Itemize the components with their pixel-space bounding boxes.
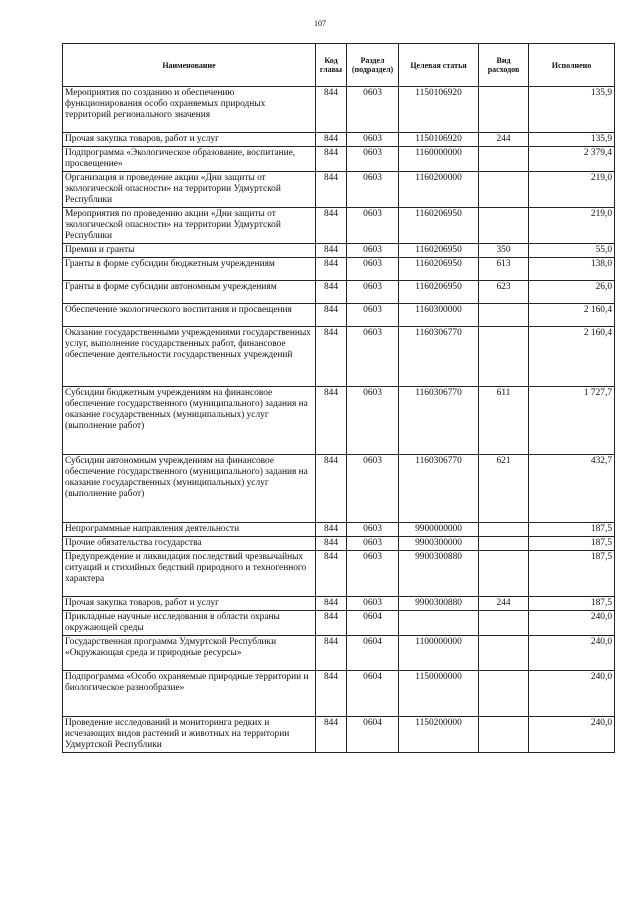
row-target-item: 1150200000 [399,717,479,753]
table-row [63,523,615,537]
table-row [63,387,615,455]
row-name: Прочая закупка товаров, работ и услуг [63,597,316,611]
header-target-item: Целевая статья [399,44,479,87]
row-executed: 187,5 [529,551,615,597]
row-expense-kind [479,147,529,172]
row-section: 0603 [347,87,399,133]
row-code: 844 [316,147,347,172]
row-target-item: 1160306770 [399,327,479,387]
row-expense-kind: 611 [479,387,529,455]
row-executed: 219,0 [529,208,615,244]
row-target-item: 1160206950 [399,208,479,244]
row-target-item: 1160306770 [399,455,479,523]
table-row [63,597,615,611]
row-name: Прочая закупка товаров, работ и услуг [63,133,316,147]
row-target-item: 1160000000 [399,147,479,172]
row-executed: 135,9 [529,87,615,133]
row-executed: 1 727,7 [529,387,615,455]
row-code: 844 [316,537,347,551]
row-code: 844 [316,455,347,523]
row-target-item: 1150000000 [399,671,479,717]
row-section: 0603 [347,244,399,258]
row-section: 0603 [347,304,399,327]
header-expense-kind: Вид расходов [479,44,529,87]
table-row [63,327,615,387]
row-expense-kind [479,611,529,636]
row-target-item: 1160300000 [399,304,479,327]
row-expense-kind [479,208,529,244]
row-expense-kind: 244 [479,133,529,147]
row-target-item: 1160206950 [399,244,479,258]
table-row [63,172,615,208]
row-executed: 26,0 [529,281,615,304]
row-executed: 187,5 [529,523,615,537]
table-row [63,244,615,258]
row-expense-kind [479,87,529,133]
row-executed: 240,0 [529,717,615,753]
row-target-item [399,611,479,636]
row-section: 0603 [347,281,399,304]
row-code: 844 [316,387,347,455]
row-target-item: 1100000000 [399,636,479,671]
row-executed: 219,0 [529,172,615,208]
row-target-item: 9900300880 [399,551,479,597]
row-section: 0604 [347,671,399,717]
row-section: 0603 [347,523,399,537]
table-row [63,208,615,244]
budget-execution-table [62,43,615,753]
row-section: 0603 [347,387,399,455]
row-name: Подпрограмма «Экологическое образование, воспитание, просвещение» [63,147,316,172]
table-row [63,281,615,304]
row-expense-kind: 350 [479,244,529,258]
table-row [63,611,615,636]
row-code: 844 [316,597,347,611]
table-row [63,717,615,753]
row-name: Гранты в форме субсидии автономным учреждениям [63,281,316,304]
row-executed: 2 160,4 [529,304,615,327]
row-code: 844 [316,172,347,208]
row-name: Обеспечение экологического воспитания и просвещения [63,304,316,327]
row-name: Прочие обязательства государства [63,537,316,551]
row-name: Премии и гранты [63,244,316,258]
row-name: Непрограммные направления деятельности [63,523,316,537]
table-header-row [63,44,615,87]
row-expense-kind: 623 [479,281,529,304]
table-row [63,537,615,551]
row-expense-kind [479,717,529,753]
row-executed: 55,0 [529,244,615,258]
row-expense-kind: 613 [479,258,529,281]
row-name: Мероприятия по проведению акции «Дни защиты от экологической опасности» на территории Удмуртской Республики [63,208,316,244]
row-target-item: 1160200000 [399,172,479,208]
row-name: Субсидии бюджетным учреждениям на финансовое обеспечение государственного (муниципального) задания на оказание государственных (муниципальных) услуг (выполнение работ) [63,387,316,455]
row-target-item: 9900300880 [399,597,479,611]
row-section: 0603 [347,258,399,281]
table-row [63,455,615,523]
row-section: 0603 [347,172,399,208]
row-code: 844 [316,208,347,244]
row-expense-kind [479,636,529,671]
row-expense-kind [479,523,529,537]
row-name: Предупреждение и ликвидация последствий чрезвычайных ситуаций и стихийных бедствий природного и техногенного характера [63,551,316,597]
row-section: 0603 [347,551,399,597]
row-name: Субсидии автономным учреждениям на финансовое обеспечение государственного (муниципального) задания на оказание государственных (муниципальных) услуг (выполнение работ) [63,455,316,523]
row-section: 0603 [347,133,399,147]
row-target-item: 1160206950 [399,258,479,281]
row-executed: 432,7 [529,455,615,523]
header-code: Код главы [316,44,347,87]
row-code: 844 [316,244,347,258]
row-name: Подпрограмма «Особо охраняемые природные территории и биологическое разнообразие» [63,671,316,717]
row-code: 844 [316,551,347,597]
row-executed: 2 379,4 [529,147,615,172]
header-executed: Исполнено [529,44,615,87]
row-name: Гранты в форме субсидии бюджетным учреждениям [63,258,316,281]
row-name: Проведение исследований и мониторинга редких и исчезающих видов растений и животных на территории Удмуртской Республики [63,717,316,753]
row-code: 844 [316,258,347,281]
row-executed: 138,0 [529,258,615,281]
page-number: 107 [314,19,326,28]
row-code: 844 [316,133,347,147]
row-expense-kind [479,537,529,551]
row-executed: 135,9 [529,133,615,147]
row-code: 844 [316,87,347,133]
row-target-item: 1150106920 [399,87,479,133]
table-row [63,671,615,717]
row-target-item: 9900000000 [399,523,479,537]
row-code: 844 [316,523,347,537]
row-expense-kind [479,327,529,387]
row-target-item: 9900300000 [399,537,479,551]
row-code: 844 [316,327,347,387]
row-section: 0603 [347,597,399,611]
row-executed: 240,0 [529,636,615,671]
row-executed: 187,5 [529,597,615,611]
row-name: Мероприятия по созданию и обеспечению функционирования особо охраняемых природных территорий регионального значения [63,87,316,133]
header-name: Наименование [63,44,316,87]
row-name: Государственная программа Удмуртской Республики «Окружающая среда и природные ресурсы» [63,636,316,671]
row-expense-kind: 621 [479,455,529,523]
row-target-item: 1150106920 [399,133,479,147]
row-expense-kind [479,671,529,717]
row-executed: 2 160,4 [529,327,615,387]
row-code: 844 [316,636,347,671]
row-code: 844 [316,717,347,753]
row-target-item: 1160206950 [399,281,479,304]
row-code: 844 [316,671,347,717]
row-target-item: 1160306770 [399,387,479,455]
row-section: 0603 [347,327,399,387]
row-expense-kind [479,551,529,597]
row-executed: 240,0 [529,611,615,636]
row-name: Оказание государственными учреждениями государственных услуг, выполнение государственных работ, финансовое обеспечение деятельности государственных учреждений [63,327,316,387]
row-name: Прикладные научные исследования в области охраны окружающей среды [63,611,316,636]
table-row [63,258,615,281]
table-row [63,87,615,133]
table-row [63,147,615,172]
table-row [63,636,615,671]
row-section: 0603 [347,147,399,172]
table-row [63,551,615,597]
row-section: 0603 [347,208,399,244]
table-row [63,133,615,147]
table-row [63,304,615,327]
row-executed: 240,0 [529,671,615,717]
row-section: 0603 [347,455,399,523]
row-expense-kind: 244 [479,597,529,611]
row-code: 844 [316,304,347,327]
header-section: Раздел (подраздел) [347,44,399,87]
row-name: Организация и проведение акции «Дни защиты от экологической опасности» на территории Удмуртской Республики [63,172,316,208]
row-expense-kind [479,172,529,208]
row-section: 0604 [347,636,399,671]
row-executed: 187,5 [529,537,615,551]
row-code: 844 [316,611,347,636]
row-expense-kind [479,304,529,327]
row-section: 0603 [347,537,399,551]
row-code: 844 [316,281,347,304]
row-section: 0604 [347,717,399,753]
row-section: 0604 [347,611,399,636]
